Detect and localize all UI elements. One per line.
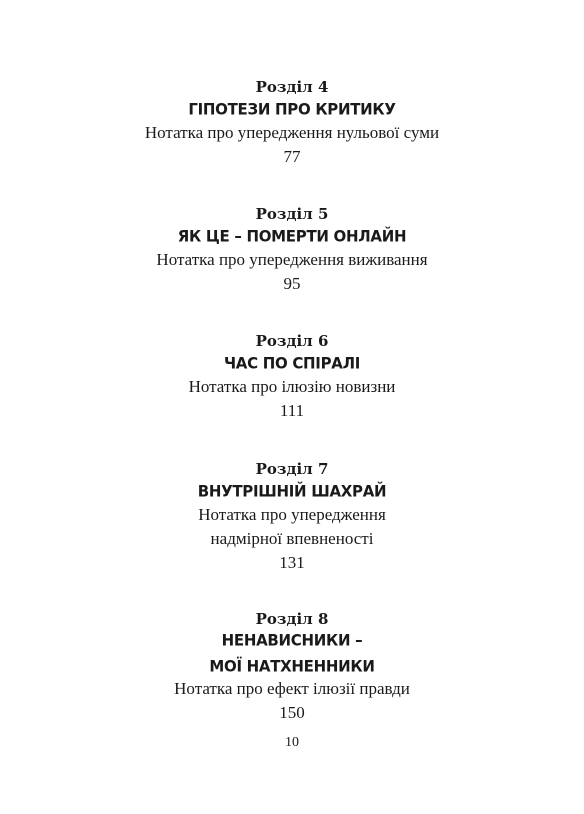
- chapter-label: Розділ 8: [255, 610, 329, 628]
- chapter-label: Розділ 5: [255, 205, 329, 223]
- chapter-note-line: Нотатка про ілюзію новизни: [188, 377, 396, 396]
- toc-entry-chapter-4: [0, 78, 584, 169]
- chapter-page-number: 95: [283, 274, 301, 293]
- chapter-title-line: МОЇ НАТХНЕННИКИ: [209, 656, 375, 676]
- chapter-title-line: ЧАС ПО СПІРАЛІ: [223, 353, 361, 373]
- chapter-note: [0, 375, 584, 399]
- chapter-title: [0, 627, 584, 679]
- chapter-page-number: 150: [279, 703, 305, 722]
- chapter-note: [0, 503, 584, 551]
- toc-entry-chapter-5: [0, 205, 584, 296]
- folio-page-number: 10: [285, 735, 299, 750]
- chapter-note-line: Нотатка про упередження нульової суми: [144, 123, 440, 142]
- chapter-note-line: надмірної впевненості: [210, 529, 374, 548]
- chapter-title: [0, 478, 584, 504]
- toc-entry-chapter-7: [0, 460, 584, 575]
- chapter-title-line: НЕНАВИСНИКИ –: [221, 630, 363, 650]
- chapter-title-line: ВНУТРІШНІЙ ШАХРАЙ: [197, 481, 387, 501]
- chapter-note-line: Нотатка про ефект ілюзії правди: [174, 679, 410, 698]
- chapter-title: [0, 350, 584, 376]
- chapter-note: [0, 248, 584, 272]
- chapter-label: Розділ 6: [255, 332, 329, 350]
- chapter-note-line: Нотатка про упередження виживання: [156, 250, 428, 269]
- chapter-title-line: ЯК ЦЕ – ПОМЕРТИ ОНЛАЙН: [177, 226, 407, 246]
- chapter-note: [0, 121, 584, 145]
- chapter-label: Розділ 7: [255, 460, 329, 478]
- chapter-page-number: 111: [279, 401, 305, 420]
- chapter-note: [0, 677, 584, 701]
- toc-entry-chapter-6: [0, 332, 584, 423]
- toc-entry-chapter-8: [0, 610, 584, 725]
- chapter-page-number: 131: [279, 553, 305, 572]
- chapter-title-line: ГІПОТЕЗИ ПРО КРИТИКУ: [188, 99, 396, 119]
- chapter-label: Розділ 4: [255, 78, 329, 96]
- chapter-note-line: Нотатка про упередження: [198, 505, 386, 524]
- chapter-page-number: 77: [283, 147, 301, 166]
- chapter-title: [0, 223, 584, 249]
- chapter-title: [0, 96, 584, 122]
